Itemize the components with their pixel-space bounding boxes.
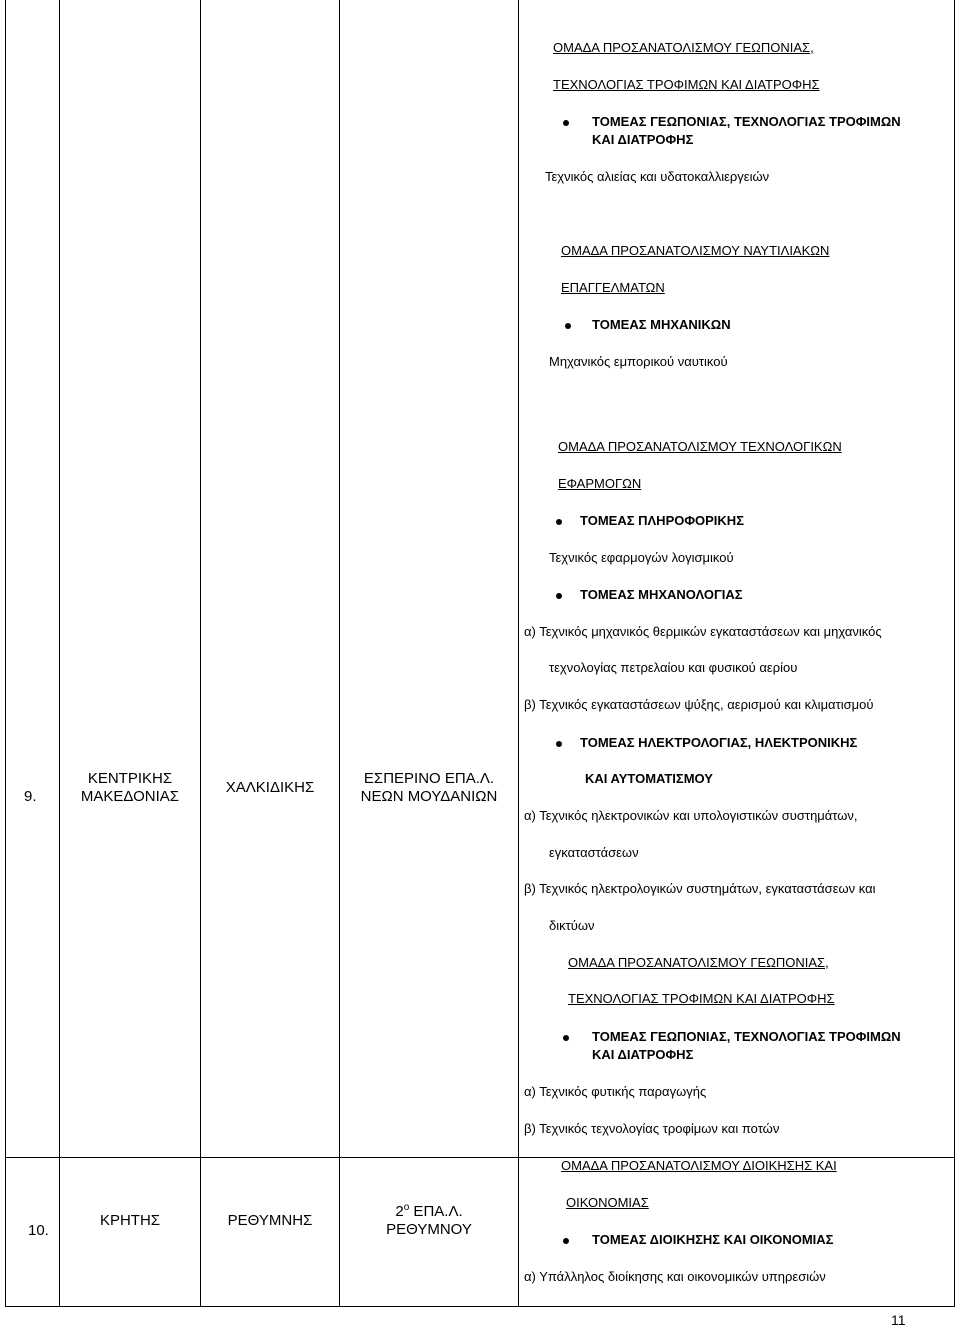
school-name (340, 770, 518, 806)
group-title: ΕΠΑΓΓΕΛΜΑΤΩΝ (561, 280, 665, 295)
column-divider-2 (200, 0, 201, 1307)
school-line: ΝΕΩΝ ΜΟΥΔΑΝΙΩΝ (360, 788, 498, 805)
bullet-icon (565, 323, 571, 329)
bullet-icon (556, 519, 562, 525)
group-title: ΟΙΚΟΝΟΜΙΑΣ (566, 1195, 649, 1210)
school-line: ΕΣΠΕΡΙΝΟ ΕΠΑ.Λ. (363, 770, 495, 787)
specialty-text: εγκαταστάσεων (549, 845, 639, 860)
column-divider-1 (59, 0, 60, 1307)
column-divider-3 (339, 0, 340, 1307)
prefecture-name: ΡΕΘΥΜΝΗΣ (227, 1212, 313, 1229)
table-border-left (5, 0, 6, 1307)
table-border-right (954, 0, 955, 1307)
specialty-text: τεχνολογίας πετρελαίου και φυσικού αερίου (549, 660, 798, 675)
region-name: ΚΡΗΤΗΣ (99, 1212, 161, 1229)
school-type: ΕΠΑ.Λ. (409, 1203, 463, 1220)
specialty-text: β) Τεχνικός εγκαταστάσεων ψύξης, αερισμού και κλιματισμού (524, 697, 874, 712)
region-name (60, 770, 200, 806)
bullet-icon (563, 1238, 569, 1244)
sector-title: ΤΟΜΕΑΣ ΜΗΧΑΝΙΚΩΝ (592, 317, 731, 332)
bullet-icon (556, 741, 562, 747)
sector-title: ΚΑΙ ΔΙΑΤΡΟΦΗΣ (592, 1047, 694, 1062)
row-number: 9. (24, 788, 37, 805)
specialty-text: Μηχανικός εμπορικού ναυτικού (549, 354, 728, 369)
bullet-icon (556, 593, 562, 599)
school-name (340, 1199, 518, 1239)
sector-title: ΤΟΜΕΑΣ ΓΕΩΠΟΝΙΑΣ, ΤΕΧΝΟΛΟΓΙΑΣ ΤΡΟΦΙΜΩΝ (592, 1029, 901, 1044)
school-line (340, 1199, 518, 1221)
group-title: ΕΦΑΡΜΟΓΩΝ (558, 476, 642, 491)
sector-title: ΤΟΜΕΑΣ ΜΗΧΑΝΟΛΟΓΙΑΣ (580, 587, 743, 602)
specialty-text: α) Τεχνικός ηλεκτρονικών και υπολογιστικών συστημάτων, (524, 808, 858, 823)
sector-title: ΤΟΜΕΑΣ ΓΕΩΠΟΝΙΑΣ, ΤΕΧΝΟΛΟΓΙΑΣ ΤΡΟΦΙΜΩΝ (592, 114, 901, 129)
sector-title: ΤΟΜΕΑΣ ΗΛΕΚΤΡΟΛΟΓΙΑΣ, ΗΛΕΚΤΡΟΝΙΚΗΣ (580, 735, 858, 750)
specialty-text: β) Τεχνικός ηλεκτρολογικών συστημάτων, εγκαταστάσεων και (524, 881, 876, 896)
bullet-icon (563, 1035, 569, 1041)
school-line: ΡΕΘΥΜΝΟΥ (386, 1221, 472, 1238)
specialty-text: α) Τεχνικός φυτικής παραγωγής (524, 1084, 707, 1099)
group-title: ΟΜΑΔΑ ΠΡΟΣΑΝΑΤΟΛΙΣΜΟΥ ΔΙΟΙΚΗΣΗΣ ΚΑΙ (561, 1158, 837, 1173)
group-title: ΟΜΑΔΑ ΠΡΟΣΑΝΑΤΟΛΙΣΜΟΥ ΓΕΩΠΟΝΙΑΣ, (553, 40, 814, 55)
school-number: 2 (395, 1203, 404, 1220)
group-title: ΤΕΧΝΟΛΟΓΙΑΣ ΤΡΟΦΙΜΩΝ ΚΑΙ ΔΙΑΤΡΟΦΗΣ (553, 77, 820, 92)
ordinal-superscript: ο (403, 1202, 410, 1213)
specialty-text: β) Τεχνικός τεχνολογίας τροφίμων και ποτών (524, 1121, 780, 1136)
region-line: ΜΑΚΕΔΟΝΙΑΣ (80, 788, 180, 805)
table-border-bottom (5, 1306, 955, 1307)
prefecture-name: ΧΑΛΚΙΔΙΚΗΣ (225, 779, 315, 796)
page-number: 11 (891, 1312, 906, 1328)
bullet-icon (563, 120, 569, 126)
specialty-text: Τεχνικός αλιείας και υδατοκαλλιεργειών (545, 169, 770, 184)
sector-title: ΤΟΜΕΑΣ ΔΙΟΙΚΗΣΗΣ ΚΑΙ ΟΙΚΟΝΟΜΙΑΣ (592, 1232, 834, 1247)
specialty-text: Τεχνικός εφαρμογών λογισμικού (549, 550, 734, 565)
sector-title: ΤΟΜΕΑΣ ΠΛΗΡΟΦΟΡΙΚΗΣ (580, 513, 744, 528)
specialty-text: δικτύων (549, 918, 595, 933)
group-title: ΤΕΧΝΟΛΟΓΙΑΣ ΤΡΟΦΙΜΩΝ ΚΑΙ ΔΙΑΤΡΟΦΗΣ (568, 991, 835, 1006)
sector-title: ΚΑΙ ΔΙΑΤΡΟΦΗΣ (592, 132, 694, 147)
specialty-text: α) Τεχνικός μηχανικός θερμικών εγκαταστάσεων και μηχανικός (524, 624, 882, 639)
sector-title: ΚΑΙ ΑΥΤΟΜΑΤΙΣΜΟΥ (585, 771, 713, 786)
column-divider-4 (518, 0, 519, 1307)
group-title: ΟΜΑΔΑ ΠΡΟΣΑΝΑΤΟΛΙΣΜΟΥ ΝΑΥΤΙΛΙΑΚΩΝ (561, 243, 830, 258)
group-title: ΟΜΑΔΑ ΠΡΟΣΑΝΑΤΟΛΙΣΜΟΥ ΤΕΧΝΟΛΟΓΙΚΩΝ (558, 439, 842, 454)
row-number: 10. (28, 1222, 49, 1239)
specialty-text: α) Υπάλληλος διοίκησης και οικονομικών υπηρεσιών (524, 1269, 826, 1284)
region-line: ΚΕΝΤΡΙΚΗΣ (87, 770, 173, 787)
group-title: ΟΜΑΔΑ ΠΡΟΣΑΝΑΤΟΛΙΣΜΟΥ ΓΕΩΠΟΝΙΑΣ, (568, 955, 829, 970)
